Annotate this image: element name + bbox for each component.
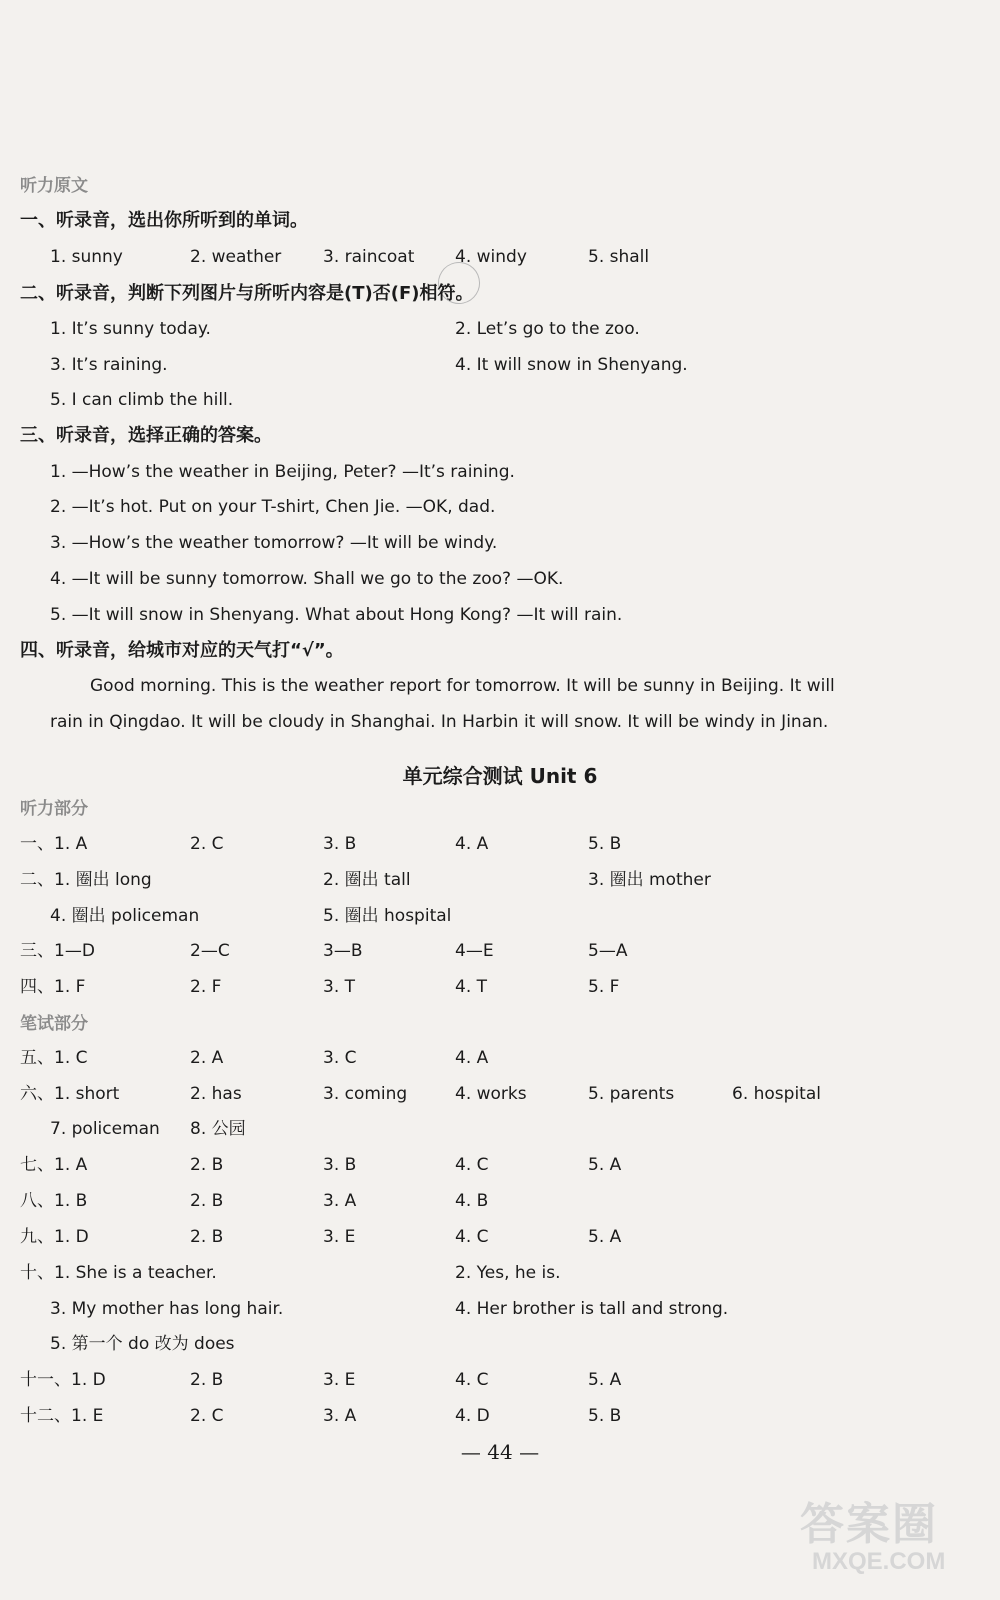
answer-item: 4. 圈出 policeman: [50, 906, 200, 926]
answer-item: 2. F: [190, 977, 222, 997]
answer-item: 十、1. She is a teacher.: [20, 1263, 217, 1283]
answer-item: 5. F: [588, 977, 620, 997]
answer-item: 4. C: [455, 1227, 489, 1247]
q2-item: 3. It’s raining.: [50, 355, 168, 375]
answer-item: 2. C: [190, 1406, 224, 1426]
q1-item: 3. raincoat: [323, 247, 415, 267]
answer-item: 3. B: [323, 1155, 357, 1175]
answer-item: 3. T: [323, 977, 356, 997]
answer-item: 2. B: [190, 1155, 224, 1175]
answer-item: 2. A: [190, 1048, 224, 1068]
q3-item: 4. —It will be sunny tomorrow. Shall we go to the zoo? —OK.: [50, 569, 564, 589]
answer-item: 5. B: [588, 1406, 622, 1426]
q4-header: 四、听录音，给城市对应的天气打“√”。: [20, 640, 344, 661]
answer-item: 8. 公园: [190, 1119, 246, 1139]
watermark-logo: 答案圈: [800, 1500, 938, 1549]
answer-item: 2. 圈出 tall: [323, 870, 411, 890]
answer-item: 3. B: [323, 834, 357, 854]
answer-item: 5. B: [588, 834, 622, 854]
q1-item: 4. windy: [455, 247, 527, 267]
answer-item: 5. parents: [588, 1084, 675, 1104]
answer-item: 4—E: [455, 941, 494, 961]
answer-item: 4. works: [455, 1084, 527, 1104]
answer-item: 5. 圈出 hospital: [323, 906, 452, 926]
answer-item: 5—A: [588, 941, 628, 961]
answer-item: 4. Her brother is tall and strong.: [455, 1299, 729, 1319]
answer-item: 5. A: [588, 1370, 622, 1390]
answer-item: 八、1. B: [20, 1191, 88, 1211]
watermark-url: MXQE.COM: [812, 1548, 946, 1575]
section-label-listening-script: 听力原文: [20, 176, 88, 196]
q1-item: 1. sunny: [50, 247, 123, 267]
answer-item: 2. B: [190, 1227, 224, 1247]
answer-item: 5. A: [588, 1155, 622, 1175]
answer-item: 四、1. F: [20, 977, 86, 997]
q3-item: 3. —How’s the weather tomorrow? —It will be windy.: [50, 533, 498, 553]
q3-item: 5. —It will snow in Shenyang. What about Hong Kong? —It will rain.: [50, 605, 623, 625]
answer-item: 4. A: [455, 1048, 489, 1068]
answer-item: 5. 第一个 do 改为 does: [50, 1334, 235, 1354]
answer-item: 3. A: [323, 1406, 357, 1426]
answer-item: 七、1. A: [20, 1155, 88, 1175]
answer-item: 4. T: [455, 977, 488, 997]
answer-item: 2—C: [190, 941, 230, 961]
answer-item: 7. policeman: [50, 1119, 160, 1139]
answer-item: 九、1. D: [20, 1227, 89, 1247]
q2-item: 4. It will snow in Shenyang.: [455, 355, 688, 375]
q2-item: 5. I can climb the hill.: [50, 390, 234, 410]
answer-item: 3—B: [323, 941, 363, 961]
q1-item: 2. weather: [190, 247, 282, 267]
answer-item: 4. D: [455, 1406, 490, 1426]
answer-item: 6. hospital: [732, 1084, 821, 1104]
answer-item: 2. B: [190, 1191, 224, 1211]
answer-item: 4. A: [455, 834, 489, 854]
q2-header: 二、听录音，判断下列图片与所听内容是(T)否(F)相符。: [20, 283, 474, 304]
answer-item: 十一、1. D: [20, 1370, 106, 1390]
answer-item: 六、1. short: [20, 1084, 120, 1104]
answer-item: 5. A: [588, 1227, 622, 1247]
q3-item: 1. —How’s the weather in Beijing, Peter? —It’s raining.: [50, 462, 515, 482]
answer-item: 五、1. C: [20, 1048, 88, 1068]
answer-item: 三、1—D: [20, 941, 95, 961]
answer-item: 3. A: [323, 1191, 357, 1211]
answer-item: 2. has: [190, 1084, 242, 1104]
answer-item: 一、1. A: [20, 834, 88, 854]
answer-item: 3. My mother has long hair.: [50, 1299, 284, 1319]
q1-header: 一、听录音，选出你所听到的单词。: [20, 210, 308, 231]
answer-item: 4. C: [455, 1155, 489, 1175]
q3-header: 三、听录音，选择正确的答案。: [20, 425, 272, 446]
weather-report-passage: Good morning. This is the weather report for tomorrow. It will be sunny in Beijing. It will rain in Qingdao. It will be cloudy in Shanghai. In Harbin it will snow. It will be windy in Jinan.: [50, 676, 835, 732]
page-number: — 44 —: [460, 1440, 540, 1464]
q2-item: 2. Let’s go to the zoo.: [455, 319, 640, 339]
answer-item: 4. B: [455, 1191, 489, 1211]
answer-item: 十二、1. E: [20, 1406, 104, 1426]
answer-item: 2. C: [190, 834, 224, 854]
answer-item: 3. E: [323, 1227, 356, 1247]
answer-item: 2. B: [190, 1370, 224, 1390]
answer-item: 3. coming: [323, 1084, 408, 1104]
section-label-written: 笔试部分: [20, 1014, 88, 1034]
answer-item: 3. 圈出 mother: [588, 870, 711, 890]
section-label-listening: 听力部分: [20, 799, 88, 819]
answer-item: 3. E: [323, 1370, 356, 1390]
answer-item: 二、1. 圈出 long: [20, 870, 152, 890]
q1-item: 5. shall: [588, 247, 650, 267]
q2-item: 1. It’s sunny today.: [50, 319, 211, 339]
unit-test-title: 单元综合测试 Unit 6: [402, 764, 598, 788]
q3-item: 2. —It’s hot. Put on your T-shirt, Chen Jie. —OK, dad.: [50, 497, 496, 517]
answer-item: 3. C: [323, 1048, 357, 1068]
answer-item: 2. Yes, he is.: [455, 1263, 561, 1283]
answer-item: 4. C: [455, 1370, 489, 1390]
